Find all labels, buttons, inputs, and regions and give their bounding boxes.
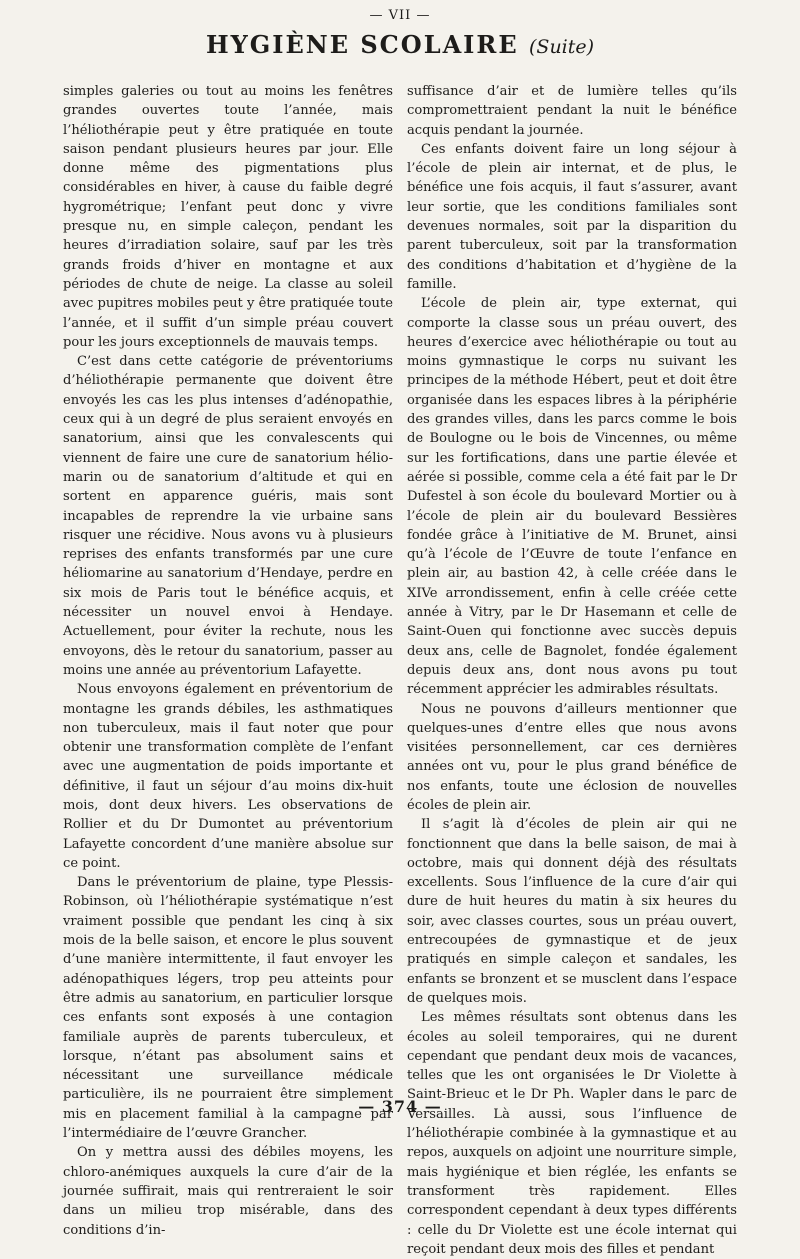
title-text: HYGIÈNE SCOLAIRE	[205, 30, 519, 59]
page-marker: — VII —	[369, 8, 431, 23]
page-title	[0, 30, 800, 59]
paragraph: Les mêmes résultats sont obtenus dans les écoles au soleil temporaires, qui ne durent cependant que pendant deux mois de vacances, telles que les ont organisées le Dr Violette à Saint-Brieuc et le Dr Ph. Wapler dans le parc de Versailles. Là aussi, sous l’influence de l’héliothérapie combinée à la gymnastique et au repos, auxquels on adjoint une nourriture simple, mais hygiénique et bien réglée, les enfants se transforment très rapidement. Elles correspondent cependant à deux types différents : celle du Dr Violette est une école internat qui reçoit pendant deux mois des filles et pendant	[407, 1010, 737, 1257]
paragraph: Il s’agit là d’écoles de plein air qui ne fonctionnent que dans la belle saison, de mai à octobre, mais qui donnent déjà des résultats excellents. Sous l’influence de la cure d’air qui dure de huit heures du matin à six heures du soir, avec classes courtes, sous un préau ouvert, entrecoupées de gymnastique et de jeux pratiqués en simple caleçon et sandales, les enfants se bronzent et se musclent dans l’espace de quelques mois.	[407, 817, 737, 1006]
page-number: — 374 —	[358, 1097, 442, 1116]
title-suffix: (Suite)	[529, 36, 595, 58]
paragraph: Nous ne pouvons d’ailleurs mentionner que quelques-unes d’entre elles que nous avons visitées personnellement, car ces dernières années ont vu, pour le plus grand bénéfice de nos enfants, toute une éclosion de nouvelles écoles de plein air.	[407, 701, 737, 813]
paragraph: Dans le préventorium de plaine, type Plessis-Robinson, où l’héliothérapie systématique n’est vraiment possible que pendant les cinq à six mois de la belle saison, et encore le plus souvent d’une manière intermittente, il faut envoyer les adénopathiques légers, trop peu atteints pour être admis au sanatorium, en particulier lorsque ces enfants sont exposés à une contagion familiale auprès de parents tuberculeux, et lorsque, n’étant pas absolument sains et nécessitant une surveillance médicale particulière, ils ne pourraient être simplement mis en placement familial à la campagne par l’intermédiaire de l’œuvre Grancher.	[63, 875, 393, 1142]
paragraph: L’école de plein air, type externat, qui comporte la classe sous un préau ouvert, des heures d’exercice avec héliothérapie ou tout au moins gymnastique le corps nu suivant les principes de la méthode Hébert, peut et doit être organisée dans les espaces libres à la périphérie des grandes villes, dans les parcs comme le bois de Boulogne ou le bois de Vincennes, ou même sur les fortifications, dans une partie élevée et aérée si possible, comme cela a été fait par le Dr Dufestel à son école du boulevard Mortier ou à l’école de plein air du boulevard Bessières fondée grâce à l’initiative de M. Brunet, ainsi qu’à l’école de l’Œuvre de toute l’enfance en plein air, au bastion 42, à celle créée dans le XIVe arrondissement, enfin à celle créée cette année à Vitry, par le Dr Hasemann et celle de Saint-Ouen qui fonctionne avec succès depuis deux ans, celle de Bagnolet, fondée également depuis deux ans, dont nous avons pu tout récemment apprécier les admirables résultats.	[407, 296, 737, 698]
paragraph: simples galeries ou tout au moins les fenêtres grandes ouvertes toute l’année, mais l’héliothérapie peut y être pratiquée en toute saison pendant plusieurs heures par jour. Elle donne même des pigmentations plus considérables en hiver, à cause du faible degré hygrométrique; l’enfant peut donc y vivre presque nu, en simple caleçon, pendant les heures d’irradiation solaire, sauf par les très grands froids d’hiver en montagne et aux périodes de chute de neige. La classe au soleil avec pupitres mobiles peut y être pratiquée toute l’année, et il suffit d’un simple préau couvert pour les jours exceptionnels de mauvais temps.	[63, 84, 393, 350]
paragraph: Ces enfants doivent faire un long séjour à l’école de plein air internat, et de plus, le bénéfice une fois acquis, il faut s’assurer, avant leur sortie, que les conditions familiales sont devenues normales, soit par la disparition du parent tuberculeux, soit par la transformation des conditions d’habitation et d’hygiène de la famille.	[407, 141, 737, 292]
right-column	[407, 82, 737, 1259]
left-column	[63, 82, 393, 1240]
paragraph: C’est dans cette catégorie de préventoriums d’héliothérapie permanente que doivent être envoyés les cas les plus intenses d’adénopathie, ceux qui à un degré de plus seraient envoyés en sanatorium, ainsi que les convalescents qui viennent de faire une cure de sanatorium hélio-marin ou de sanatorium d’altitude et qui en sortent en apparence guéris, mais sont incapables de reprendre la vie urbaine sans risquer une récidive. Nous avons vu à plusieurs reprises des enfants transformés par une cure héliomarine au sanatorium d’Hendaye, perdre en six mois de Paris tout le bénéfice acquis, et nécessiter un nouvel envoi à Hendaye. Actuellement, pour éviter la rechute, nous les envoyons, dès le retour du sanatorium, passer au moins une année au préventorium Lafayette.	[63, 354, 393, 678]
paragraph: On y mettra aussi des débiles moyens, les chloro-anémiques auxquels la cure d’air de la journée suffirait, mais qui rentreraient le soir dans un milieu trop misérable, dans des conditions d’in-	[63, 1145, 393, 1238]
paragraph: suffisance d’air et de lumière telles qu’ils compromettraient pendant la nuit le bénéfice acquis pendant la journée.	[407, 84, 737, 138]
paragraph: Nous envoyons également en préventorium de montagne les grands débiles, les asthmatiques non tuberculeux, mais il faut noter que pour obtenir une transformation complète de l’enfant avec une augmentation de poids importante et définitive, il faut un séjour d’au moins dix-huit mois, dont deux hivers. Les observations de Rollier et du Dr Dumontet au préventorium Lafayette concordent d’une manière absolue sur ce point.	[63, 682, 393, 871]
